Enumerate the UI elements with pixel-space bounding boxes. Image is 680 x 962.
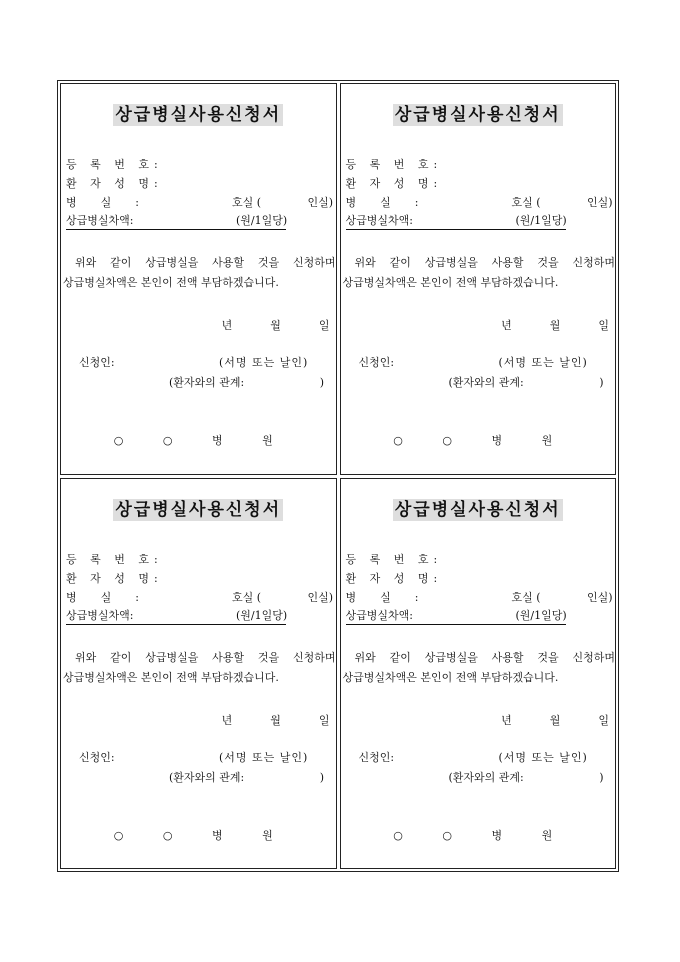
patient-name-label: 환 자 성 명: [66,177,163,190]
hospital-name: ○ ○ 병 원 [393,828,571,842]
room-field [66,591,333,605]
date-month-label: 월 [549,319,561,332]
application-card-4 [340,478,617,870]
registration-number-label: 등 록 번 호: [66,552,163,566]
hospital-name: ○ ○ 병 원 [113,434,291,447]
applicant-label: 신청인: [79,750,115,764]
fee-unit: (원/1일당) [236,214,288,227]
statement-line-2: 상급병실차액은 본인이 전액 부담하겠습니다. [342,276,559,289]
fee-unit: (원/1일당) [515,214,567,227]
date-line [222,714,330,728]
date-line [501,714,609,728]
room-number-label: 호실 ( [511,196,541,209]
room-field [346,196,613,210]
date-year-label: 년 [221,319,233,332]
room-number-label: 호실 ( [232,196,262,209]
relation-field [169,771,324,785]
fee-unit: (원/1일당) [515,608,567,622]
registration-number-label: 등 록 번 호: [345,158,443,171]
patient-name-label: 환 자 성 명: [66,571,163,585]
date-line [222,319,330,333]
room-capacity-label: 인실) [586,196,613,209]
relation-label: (환자와의 관계: [169,770,245,784]
date-year-label: 년 [221,713,233,727]
date-month-label: 월 [549,713,561,727]
room-capacity-label: 인실) [307,590,333,604]
fee-field [66,214,286,230]
date-month-label: 월 [270,319,281,332]
date-line [501,319,609,333]
signature-label: (서명 또는 날인) [219,750,309,764]
patient-name-label: 환 자 성 명: [345,571,443,585]
form-title: 상급병실사용신청서 [394,499,561,520]
statement-line-2: 상급병실차액은 본인이 전액 부담하겠습니다. [342,670,559,684]
room-number-label: 호실 ( [232,590,262,604]
signature-label: (서명 또는 날인) [498,750,588,764]
relation-field [449,771,604,785]
relation-close: ) [319,376,324,389]
statement-line-1: 위와 같이 상급병실을 사용할 것을 신청하며 [354,650,615,664]
application-card-2 [340,83,617,475]
room-capacity-label: 인실) [307,196,333,209]
fee-label: 상급병실차액: [66,608,134,622]
date-month-label: 월 [270,713,281,727]
form-title: 상급병실사용신청서 [394,105,561,125]
room-label: 병실: [345,196,443,209]
form-sheet [57,80,619,872]
statement-line-1: 위와 같이 상급병실을 사용할 것을 신청하며 [75,650,336,664]
relation-label: (환자와의 관계: [448,770,524,784]
statement-line-1: 위와 같이 상급병실을 사용할 것을 신청하며 [354,256,615,269]
signature-label: (서명 또는 날인) [498,356,588,369]
relation-field [169,376,324,390]
registration-number-label: 등 록 번 호: [345,552,443,566]
date-day-label: 일 [318,319,330,332]
fee-label: 상급병실차액: [345,214,413,227]
relation-label: (환자와의 관계: [448,376,524,389]
relation-label: (환자와의 관계: [169,376,245,389]
room-field [346,591,613,605]
application-card-1 [60,83,337,475]
date-day-label: 일 [598,319,609,332]
room-field [66,196,333,210]
applicant-label: 신청인: [79,356,115,369]
form-title: 상급병실사용신청서 [115,105,282,125]
statement-line-2: 상급병실차액은 본인이 전액 부담하겠습니다. [63,670,279,684]
hospital-name: ○ ○ 병 원 [113,828,291,842]
fee-label: 상급병실차액: [66,214,134,227]
fee-unit: (원/1일당) [236,608,288,622]
patient-name-label: 환 자 성 명: [345,177,443,190]
fee-field [66,609,286,625]
signature-label: (서명 또는 날인) [219,356,309,369]
date-day-label: 일 [598,713,609,727]
date-day-label: 일 [318,713,330,727]
room-label: 병실: [345,590,443,604]
statement-line-1: 위와 같이 상급병실을 사용할 것을 신청하며 [75,256,336,269]
fee-field [346,214,566,230]
form-title: 상급병실사용신청서 [115,499,282,520]
applicant-label: 신청인: [358,750,395,764]
room-capacity-label: 인실) [586,590,613,604]
relation-close: ) [319,770,324,784]
relation-field [449,376,604,390]
applicant-label: 신청인: [358,356,395,369]
date-year-label: 년 [501,713,512,727]
date-year-label: 년 [501,319,512,332]
relation-close: ) [599,770,604,784]
statement-line-2: 상급병실차액은 본인이 전액 부담하겠습니다. [63,276,279,289]
room-label: 병실: [66,196,163,209]
application-card-3 [60,478,337,870]
registration-number-label: 등 록 번 호: [66,158,163,171]
fee-label: 상급병실차액: [345,608,413,622]
room-number-label: 호실 ( [511,590,541,604]
hospital-name: ○ ○ 병 원 [393,434,571,447]
fee-field [346,609,566,625]
relation-close: ) [599,376,604,389]
room-label: 병실: [66,590,163,604]
